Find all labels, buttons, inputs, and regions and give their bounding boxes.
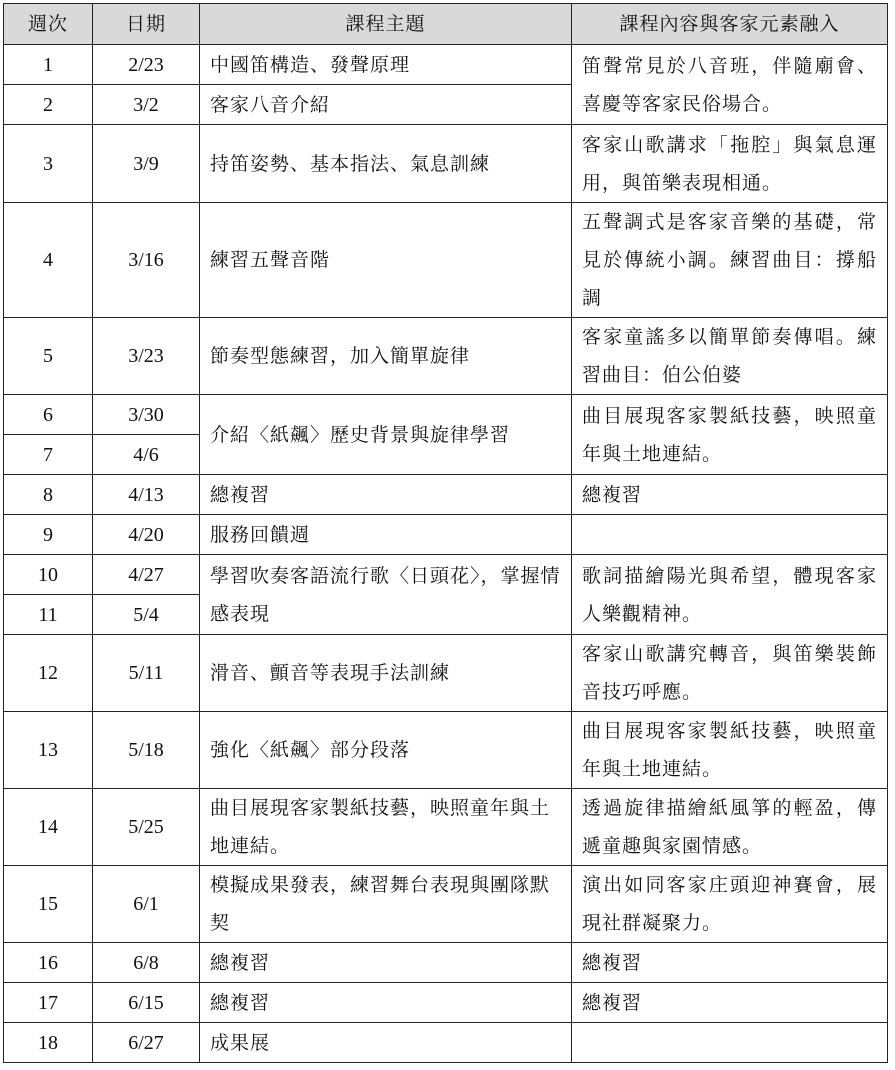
table-row	[4, 125, 888, 203]
date-cell: 5/11	[93, 635, 200, 712]
week-cell: 5	[4, 318, 93, 395]
table-row	[4, 983, 888, 1023]
header-topic: 課程主題	[200, 4, 572, 45]
table-row	[4, 1023, 888, 1063]
date-cell: 5/4	[93, 595, 200, 635]
topic-cell: 成果展	[200, 1023, 572, 1063]
topic-cell: 學習吹奏客語流行歌〈日頭花〉，掌握情感表現	[200, 555, 572, 635]
date-cell: 3/23	[93, 318, 200, 395]
topic-cell: 曲目展現客家製紙技藝，映照童年與土地連結。	[200, 789, 572, 866]
topic-cell: 節奏型態練習，加入簡單旋律	[200, 318, 572, 395]
week-cell: 7	[4, 435, 93, 475]
date-cell: 6/1	[93, 866, 200, 943]
date-cell: 5/18	[93, 712, 200, 789]
header-date: 日期	[93, 4, 200, 45]
content-cell: 總複習	[572, 475, 888, 515]
table-row	[4, 555, 888, 595]
week-cell: 13	[4, 712, 93, 789]
content-cell: 客家山歌講究轉音，與笛樂裝飾音技巧呼應。	[572, 635, 888, 712]
header-row	[4, 4, 888, 45]
schedule-table-wrapper	[3, 3, 888, 1063]
content-cell: 總複習	[572, 983, 888, 1023]
week-cell: 12	[4, 635, 93, 712]
date-cell: 4/27	[93, 555, 200, 595]
week-cell: 9	[4, 515, 93, 555]
table-row	[4, 318, 888, 395]
content-cell: 總複習	[572, 943, 888, 983]
topic-cell: 強化〈紙飆〉部分段落	[200, 712, 572, 789]
date-cell: 6/27	[93, 1023, 200, 1063]
week-cell: 18	[4, 1023, 93, 1063]
content-cell: 曲目展現客家製紙技藝，映照童年與土地連結。	[572, 395, 888, 475]
content-cell	[572, 515, 888, 555]
week-cell: 3	[4, 125, 93, 203]
topic-cell: 練習五聲音階	[200, 203, 572, 318]
content-cell: 透過旋律描繪紙風箏的輕盈，傳遞童趣與家園情感。	[572, 789, 888, 866]
date-cell: 4/20	[93, 515, 200, 555]
date-cell: 5/25	[93, 789, 200, 866]
topic-cell: 持笛姿勢、基本指法、氣息訓練	[200, 125, 572, 203]
week-cell: 6	[4, 395, 93, 435]
date-cell: 3/16	[93, 203, 200, 318]
table-row	[4, 45, 888, 85]
table-row	[4, 866, 888, 943]
content-cell: 歌詞描繪陽光與希望，體現客家人樂觀精神。	[572, 555, 888, 635]
content-cell: 演出如同客家庄頭迎神賽會，展現社群凝聚力。	[572, 866, 888, 943]
date-cell: 4/13	[93, 475, 200, 515]
date-cell: 3/30	[93, 395, 200, 435]
table-row	[4, 635, 888, 712]
table-row	[4, 712, 888, 789]
content-cell: 五聲調式是客家音樂的基礎，常見於傳統小調。練習曲目：撐船調	[572, 203, 888, 318]
week-cell: 2	[4, 85, 93, 125]
week-cell: 10	[4, 555, 93, 595]
content-cell: 客家童謠多以簡單節奏傳唱。練習曲目：伯公伯婆	[572, 318, 888, 395]
topic-cell: 總複習	[200, 943, 572, 983]
table-row	[4, 475, 888, 515]
week-cell: 4	[4, 203, 93, 318]
topic-cell: 總複習	[200, 475, 572, 515]
topic-cell: 服務回饋週	[200, 515, 572, 555]
week-cell: 16	[4, 943, 93, 983]
week-cell: 14	[4, 789, 93, 866]
date-cell: 6/8	[93, 943, 200, 983]
date-cell: 2/23	[93, 45, 200, 85]
topic-cell: 模擬成果發表，練習舞台表現與團隊默契	[200, 866, 572, 943]
week-cell: 15	[4, 866, 93, 943]
content-cell: 客家山歌講求「拖腔」與氣息運用，與笛樂表現相通。	[572, 125, 888, 203]
topic-cell: 滑音、顫音等表現手法訓練	[200, 635, 572, 712]
week-cell: 11	[4, 595, 93, 635]
content-cell	[572, 1023, 888, 1063]
date-cell: 3/9	[93, 125, 200, 203]
table-row	[4, 515, 888, 555]
topic-cell: 客家八音介紹	[200, 85, 572, 125]
topic-cell: 介紹〈紙飆〉歷史背景與旋律學習	[200, 395, 572, 475]
week-cell: 1	[4, 45, 93, 85]
date-cell: 6/15	[93, 983, 200, 1023]
table-row	[4, 943, 888, 983]
header-content: 課程內容與客家元素融入	[572, 4, 888, 45]
week-cell: 17	[4, 983, 93, 1023]
week-cell: 8	[4, 475, 93, 515]
topic-cell: 總複習	[200, 983, 572, 1023]
table-row	[4, 395, 888, 435]
content-cell: 笛聲常見於八音班，伴隨廟會、喜慶等客家民俗場合。	[572, 45, 888, 125]
content-cell: 曲目展現客家製紙技藝，映照童年與土地連結。	[572, 712, 888, 789]
date-cell: 3/2	[93, 85, 200, 125]
table-row	[4, 789, 888, 866]
schedule-table	[3, 3, 888, 1063]
header-week: 週次	[4, 4, 93, 45]
date-cell: 4/6	[93, 435, 200, 475]
topic-cell: 中國笛構造、發聲原理	[200, 45, 572, 85]
table-row	[4, 203, 888, 318]
